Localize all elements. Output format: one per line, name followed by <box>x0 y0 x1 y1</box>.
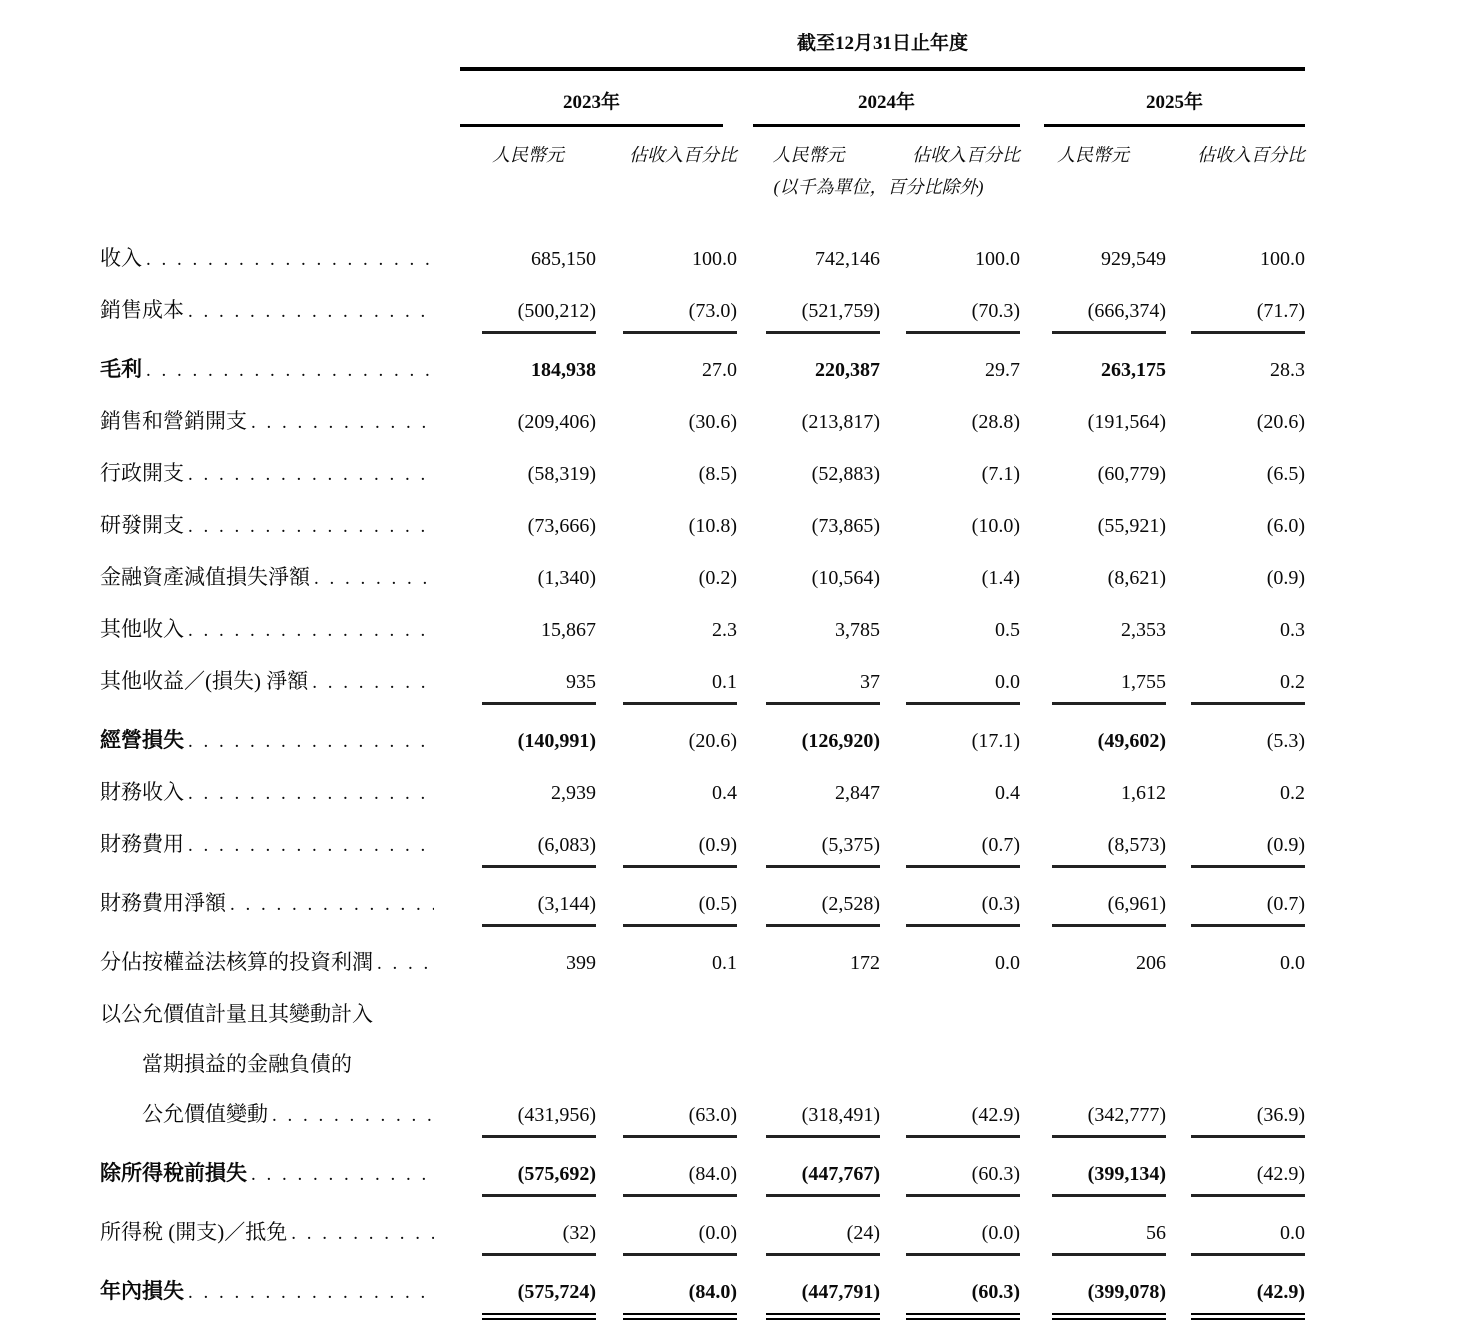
value-pct: 100.0 <box>975 248 1020 270</box>
value-pct: 0.0 <box>995 952 1020 974</box>
pct-column-header-2025: 佔收入百分比 <box>1197 145 1306 165</box>
value-rmb: 220,387 <box>815 359 880 381</box>
leader-dots <box>188 462 434 488</box>
year-header-2024: 2024年 <box>753 87 1020 127</box>
row-label: 銷售和營銷開支 <box>100 409 247 433</box>
row-label: 當期損益的金融負債的 <box>142 1052 352 1076</box>
value-pct: (20.6) <box>688 730 737 752</box>
table-row-loss-before-tax <box>100 1143 1305 1202</box>
value-pct: (84.0) <box>623 1279 737 1315</box>
value-rmb: 37 <box>766 669 880 705</box>
value-rmb: (521,759) <box>766 298 880 334</box>
value-pct: 0.2 <box>1191 669 1305 705</box>
row-label: 年內損失 <box>100 1279 184 1303</box>
row-label: 分佔按權益法核算的投資利潤 <box>100 950 373 974</box>
table-row-fair-value-changes <box>100 1089 1305 1143</box>
value-pct: (17.1) <box>971 730 1020 752</box>
pct-column-header-2024: 佔收入百分比 <box>912 145 1020 165</box>
leader-dots <box>312 670 434 696</box>
value-rmb: (318,491) <box>766 1102 880 1138</box>
value-rmb: 263,175 <box>1101 359 1166 381</box>
value-rmb: (126,920) <box>801 730 880 752</box>
row-label: 公允價值變動 <box>142 1102 268 1126</box>
row-label: 以公允價值計量且其變動計入 <box>100 1002 373 1026</box>
value-rmb: 929,549 <box>1101 248 1166 270</box>
row-label: 銷售成本 <box>100 298 184 322</box>
row-label: 毛利 <box>100 357 142 381</box>
row-label: 金融資產減值損失淨額 <box>100 565 310 589</box>
value-pct: 0.2 <box>1280 782 1306 804</box>
value-pct: 0.1 <box>623 669 737 705</box>
leader-dots <box>314 566 434 592</box>
value-pct: 0.0 <box>1280 952 1306 974</box>
value-pct: (6.0) <box>1266 515 1306 537</box>
leader-dots <box>251 1162 434 1188</box>
value-rmb: (6,083) <box>482 832 596 868</box>
value-pct: (42.9) <box>906 1102 1020 1138</box>
leader-dots <box>188 299 434 325</box>
row-label: 財務收入 <box>100 780 184 804</box>
value-rmb: (213,817) <box>801 411 880 433</box>
value-rmb: 15,867 <box>541 619 596 641</box>
value-pct: (36.9) <box>1191 1102 1305 1138</box>
leader-dots <box>188 1280 434 1306</box>
value-pct: (0.7) <box>1191 891 1305 927</box>
value-pct: 0.5 <box>995 619 1020 641</box>
value-pct: (0.9) <box>1191 832 1305 868</box>
leader-dots <box>188 618 434 644</box>
leader-dots <box>188 514 434 540</box>
value-rmb: (431,956) <box>482 1102 596 1138</box>
value-pct: (0.9) <box>623 832 737 868</box>
row-label: 行政開支 <box>100 461 184 485</box>
rmb-column-header-2025: 人民幣元 <box>1057 145 1129 165</box>
table-row-fvtpl-line1 <box>100 989 1305 1039</box>
table-row-fvtpl-line2 <box>100 1039 1305 1089</box>
value-pct: (73.0) <box>623 298 737 334</box>
table-row-gross-profit <box>100 339 1305 396</box>
value-rmb: (5,375) <box>766 832 880 868</box>
table-row-other-income <box>100 604 1305 656</box>
leader-dots <box>272 1103 434 1129</box>
value-pct: (0.0) <box>906 1220 1020 1256</box>
value-pct: (0.5) <box>623 891 737 927</box>
value-pct: (63.0) <box>623 1102 737 1138</box>
period-header-row <box>100 28 1305 69</box>
value-rmb: (52,883) <box>811 463 880 485</box>
value-pct: 29.7 <box>985 359 1020 381</box>
value-rmb: (55,921) <box>1097 515 1166 537</box>
statement-table <box>100 28 1305 1325</box>
value-rmb: (49,602) <box>1097 730 1166 752</box>
value-rmb: (399,078) <box>1052 1279 1166 1315</box>
value-rmb: (447,767) <box>766 1161 880 1197</box>
table-row-finance-costs <box>100 819 1305 873</box>
leader-dots <box>230 892 434 918</box>
value-pct: (42.9) <box>1191 1279 1305 1315</box>
value-pct: (42.9) <box>1191 1161 1305 1197</box>
value-pct: (6.5) <box>1266 463 1306 485</box>
leader-dots <box>251 410 434 436</box>
year-header-2023: 2023年 <box>460 87 723 127</box>
table-row-selling-marketing <box>100 396 1305 448</box>
value-rmb: (73,865) <box>811 515 880 537</box>
table-row-net-finance-costs <box>100 873 1305 932</box>
value-pct: (8.5) <box>698 463 737 485</box>
table-row-share-of-profit-equity-method <box>100 932 1305 989</box>
value-pct: (7.1) <box>981 463 1020 485</box>
value-pct: (10.8) <box>688 515 737 537</box>
value-pct: 0.0 <box>1191 1220 1305 1256</box>
table-row-finance-income <box>100 767 1305 819</box>
value-rmb: 2,847 <box>835 782 880 804</box>
pct-column-header-2023: 佔收入百分比 <box>629 145 737 165</box>
value-pct: (71.7) <box>1191 298 1305 334</box>
row-label: 財務費用淨額 <box>100 891 226 915</box>
leader-dots <box>377 951 434 977</box>
table-row-cost-of-sales <box>100 285 1305 339</box>
value-pct: (0.0) <box>623 1220 737 1256</box>
value-pct: (28.8) <box>971 411 1020 433</box>
table-row-rd-expenses <box>100 500 1305 552</box>
unit-note: (以千為單位，百分比除外) <box>773 177 984 197</box>
value-rmb: (73,666) <box>527 515 596 537</box>
value-rmb: (342,777) <box>1052 1102 1166 1138</box>
value-rmb: (24) <box>766 1220 880 1256</box>
value-rmb: 399 <box>566 952 596 974</box>
value-pct: 0.0 <box>906 669 1020 705</box>
value-pct: (0.7) <box>906 832 1020 868</box>
value-pct: (1.4) <box>981 567 1020 589</box>
value-rmb: 2,353 <box>1121 619 1166 641</box>
leader-dots <box>291 1221 434 1247</box>
value-rmb: (500,212) <box>482 298 596 334</box>
value-rmb: 1,755 <box>1052 669 1166 705</box>
value-rmb: 184,938 <box>531 359 596 381</box>
value-pct: 0.3 <box>1280 619 1306 641</box>
year-header-row <box>100 69 1305 127</box>
value-pct: 0.4 <box>712 782 737 804</box>
value-rmb: (6,961) <box>1052 891 1166 927</box>
value-rmb: (58,319) <box>527 463 596 485</box>
value-rmb: (10,564) <box>811 567 880 589</box>
leader-dots <box>188 833 434 859</box>
value-rmb: 685,150 <box>531 248 596 270</box>
value-rmb: 742,146 <box>815 248 880 270</box>
column-header-row <box>100 127 1305 167</box>
value-pct: (84.0) <box>623 1161 737 1197</box>
table-row-administrative <box>100 448 1305 500</box>
value-rmb: (3,144) <box>482 891 596 927</box>
rmb-column-header-2024: 人民幣元 <box>772 145 845 165</box>
value-pct: 2.3 <box>712 619 737 641</box>
value-pct: 100.0 <box>692 248 737 270</box>
value-pct: (10.0) <box>971 515 1020 537</box>
value-pct: (0.3) <box>906 891 1020 927</box>
value-rmb: (575,724) <box>482 1279 596 1315</box>
value-rmb: (60,779) <box>1097 463 1166 485</box>
value-rmb: (1,340) <box>537 567 596 589</box>
value-rmb: (209,406) <box>517 411 596 433</box>
value-pct: (70.3) <box>906 298 1020 334</box>
table-row-income-tax <box>100 1202 1305 1261</box>
value-rmb: 172 <box>850 952 880 974</box>
row-label: 收入 <box>100 246 142 270</box>
value-rmb: (447,791) <box>766 1279 880 1315</box>
table-row-impairment-losses <box>100 552 1305 604</box>
value-pct: (30.6) <box>688 411 737 433</box>
value-pct: (0.9) <box>1266 567 1306 589</box>
value-pct: (0.2) <box>698 567 737 589</box>
value-rmb: (666,374) <box>1052 298 1166 334</box>
table-row-operating-loss <box>100 710 1305 767</box>
leader-dots <box>146 358 434 384</box>
leader-dots <box>188 781 434 807</box>
value-pct: 28.3 <box>1270 359 1306 381</box>
row-label: 所得稅 (開支)／抵免 <box>100 1220 288 1244</box>
leader-dots <box>188 729 434 755</box>
value-rmb: (575,692) <box>482 1161 596 1197</box>
leader-dots <box>146 247 434 273</box>
row-label: 經營損失 <box>100 728 184 752</box>
period-title: 截至12月31日止年度 <box>460 28 1305 69</box>
value-pct: (20.6) <box>1256 411 1306 433</box>
value-rmb: 56 <box>1052 1220 1166 1256</box>
row-label: 其他收入 <box>100 617 184 641</box>
row-label: 財務費用 <box>100 832 184 856</box>
row-label: 除所得稅前損失 <box>100 1161 247 1185</box>
table-row-loss-for-the-year <box>100 1261 1305 1325</box>
value-pct: (60.3) <box>906 1161 1020 1197</box>
value-rmb: (8,573) <box>1052 832 1166 868</box>
value-rmb: 206 <box>1136 952 1166 974</box>
year-header-2025: 2025年 <box>1044 87 1305 127</box>
value-pct: 27.0 <box>702 359 737 381</box>
value-rmb: (399,134) <box>1052 1161 1166 1197</box>
value-rmb: (32) <box>482 1220 596 1256</box>
unit-note-row <box>100 167 1305 199</box>
value-pct: (60.3) <box>906 1279 1020 1315</box>
value-pct: (5.3) <box>1266 730 1306 752</box>
row-label: 研發開支 <box>100 513 184 537</box>
table-row-revenue <box>100 199 1305 285</box>
table-row-other-gains-losses <box>100 656 1305 710</box>
row-label: 其他收益／(損失) 淨額 <box>100 669 309 693</box>
value-pct: 0.1 <box>712 952 737 974</box>
value-pct: 0.4 <box>995 782 1020 804</box>
value-rmb: 935 <box>482 669 596 705</box>
value-pct: 100.0 <box>1260 248 1306 270</box>
value-rmb: (8,621) <box>1107 567 1166 589</box>
value-rmb: (2,528) <box>766 891 880 927</box>
value-rmb: 2,939 <box>551 782 596 804</box>
value-rmb: 1,612 <box>1121 782 1166 804</box>
value-rmb: 3,785 <box>835 619 880 641</box>
rmb-column-header-2023: 人民幣元 <box>492 145 564 165</box>
value-rmb: (140,991) <box>517 730 596 752</box>
value-rmb: (191,564) <box>1087 411 1166 433</box>
